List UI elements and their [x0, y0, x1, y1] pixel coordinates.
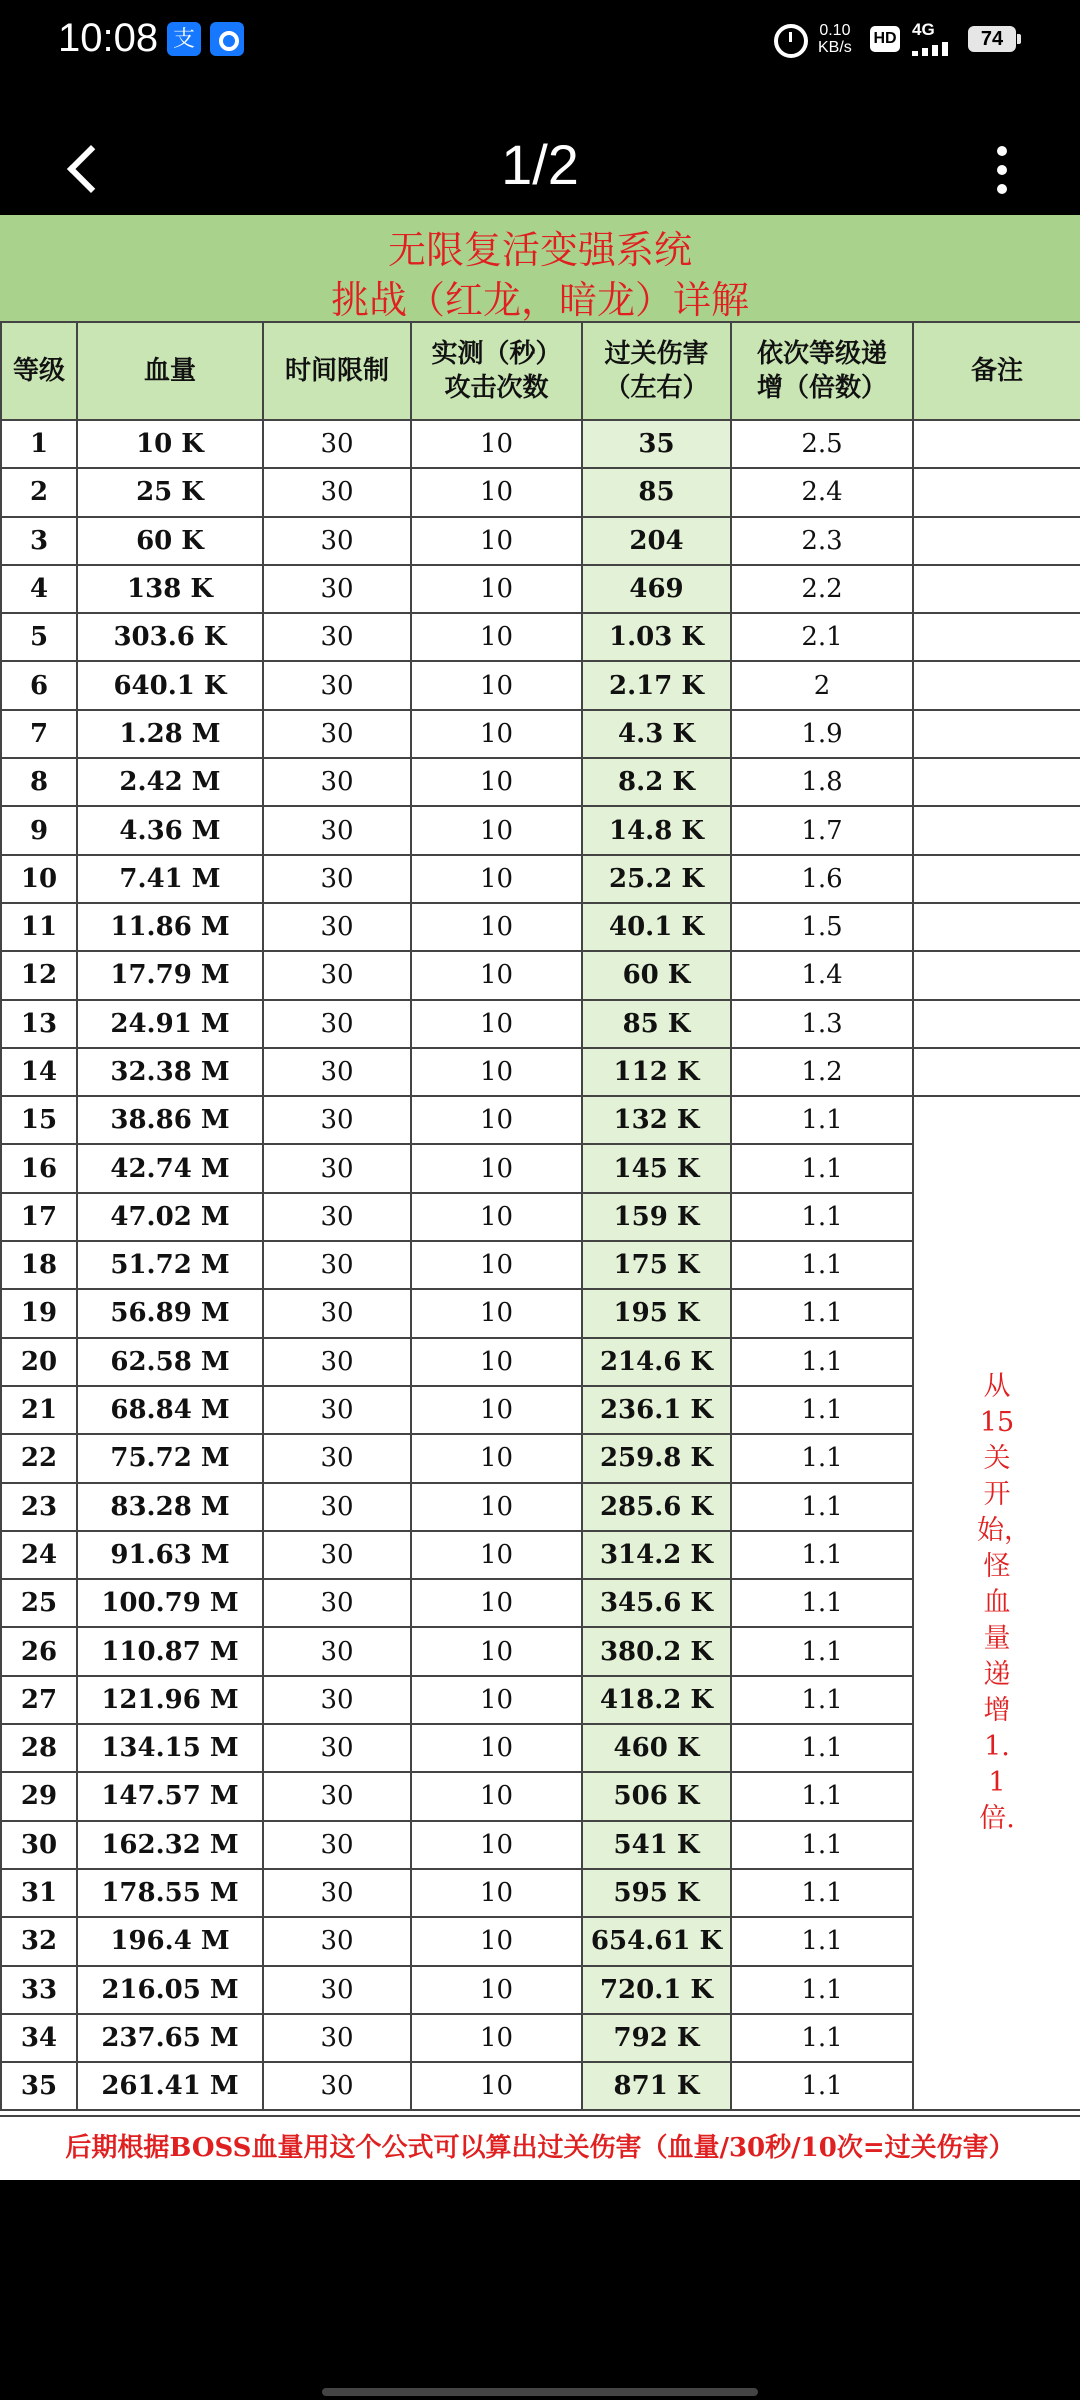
table-row	[1, 758, 1080, 806]
cell-attacks: 10	[411, 1772, 582, 1820]
cell-level: 14	[1, 1048, 77, 1096]
cell-multiplier: 1.3	[731, 1000, 913, 1048]
cell-level: 20	[1, 1338, 77, 1386]
cell-multiplier: 1.6	[731, 855, 913, 903]
cell-time-limit: 30	[263, 1096, 411, 1144]
cell-hp: 2.42 M	[77, 758, 263, 806]
cell-hp: 162.32 M	[77, 1821, 263, 1869]
cell-attacks: 10	[411, 1531, 582, 1579]
cell-attacks: 10	[411, 1627, 582, 1675]
header-remarks: 备注	[913, 322, 1080, 420]
cell-multiplier: 2.5	[731, 420, 913, 468]
cell-damage: 345.6 K	[582, 1579, 731, 1627]
table-row	[1, 420, 1080, 468]
cell-multiplier: 1.1	[731, 1289, 913, 1337]
cell-damage: 236.1 K	[582, 1386, 731, 1434]
cell-hp: 68.84 M	[77, 1386, 263, 1434]
cell-attacks: 10	[411, 613, 582, 661]
cell-time-limit: 30	[263, 517, 411, 565]
header-multiplier-line2: 增（倍数）	[756, 373, 887, 403]
cell-remark	[913, 1000, 1080, 1048]
cell-level: 19	[1, 1289, 77, 1337]
cell-hp: 11.86 M	[77, 903, 263, 951]
cell-hp: 261.41 M	[77, 2062, 263, 2110]
cell-attacks: 10	[411, 806, 582, 854]
cell-level: 32	[1, 1917, 77, 1965]
cell-multiplier: 1.1	[731, 1241, 913, 1289]
cell-attacks: 10	[411, 1193, 582, 1241]
cell-time-limit: 30	[263, 1000, 411, 1048]
cell-hp: 237.65 M	[77, 2014, 263, 2062]
header-level: 等级	[1, 322, 77, 420]
network-speed	[818, 22, 852, 56]
signal-icon	[912, 42, 958, 56]
cell-remark	[913, 903, 1080, 951]
cell-multiplier: 1.1	[731, 1386, 913, 1434]
home-indicator[interactable]	[322, 2388, 758, 2396]
header-damage	[582, 322, 731, 420]
cell-level: 9	[1, 806, 77, 854]
cell-damage: 214.6 K	[582, 1338, 731, 1386]
more-options-icon[interactable]	[990, 142, 1014, 198]
cell-attacks: 10	[411, 1241, 582, 1289]
cell-remark	[913, 758, 1080, 806]
cell-hp: 25 K	[77, 468, 263, 516]
cell-damage: 145 K	[582, 1144, 731, 1192]
cell-damage: 40.1 K	[582, 903, 731, 951]
cell-attacks: 10	[411, 1000, 582, 1048]
cell-level: 18	[1, 1241, 77, 1289]
cell-hp: 91.63 M	[77, 1531, 263, 1579]
cell-damage: 204	[582, 517, 731, 565]
cell-damage: 541 K	[582, 1821, 731, 1869]
cell-time-limit: 30	[263, 1917, 411, 1965]
cell-damage: 654.61 K	[582, 1917, 731, 1965]
cell-multiplier: 1.2	[731, 1048, 913, 1096]
cell-level: 5	[1, 613, 77, 661]
cell-damage: 8.2 K	[582, 758, 731, 806]
cell-remark	[913, 1048, 1080, 1096]
page-indicator: 1/2	[501, 133, 579, 196]
cell-attacks: 10	[411, 1483, 582, 1531]
cell-multiplier: 1.1	[731, 1338, 913, 1386]
cell-hp: 83.28 M	[77, 1483, 263, 1531]
table-row	[1, 806, 1080, 854]
cell-attacks: 10	[411, 420, 582, 468]
cell-level: 10	[1, 855, 77, 903]
cell-multiplier: 2.2	[731, 565, 913, 613]
cell-time-limit: 30	[263, 420, 411, 468]
table-row	[1, 468, 1080, 516]
cell-level: 34	[1, 2014, 77, 2062]
table-row	[1, 517, 1080, 565]
cell-remark-merged	[913, 1096, 1080, 2110]
formula-note: 后期根据BOSS血量用这个公式可以算出过关伤害（血量/30秒/10次=过关伤害）	[0, 2115, 1080, 2179]
image-viewer-toolbar	[0, 118, 1080, 218]
cell-level: 35	[1, 2062, 77, 2110]
cell-level: 15	[1, 1096, 77, 1144]
cell-hp: 38.86 M	[77, 1096, 263, 1144]
cell-damage: 314.2 K	[582, 1531, 731, 1579]
cell-damage: 259.8 K	[582, 1434, 731, 1482]
cell-attacks: 10	[411, 1579, 582, 1627]
cell-attacks: 10	[411, 1289, 582, 1337]
cell-hp: 60 K	[77, 517, 263, 565]
cell-remark	[913, 468, 1080, 516]
header-multiplier	[731, 322, 913, 420]
cell-level: 33	[1, 1966, 77, 2014]
header-attacks-line1: 实测（秒）	[431, 339, 562, 369]
cell-damage: 720.1 K	[582, 1966, 731, 2014]
network-speed-unit: KB/s	[818, 39, 852, 56]
cell-multiplier: 1.1	[731, 1869, 913, 1917]
cell-damage: 14.8 K	[582, 806, 731, 854]
cell-time-limit: 30	[263, 468, 411, 516]
cell-multiplier: 1.1	[731, 1434, 913, 1482]
cell-hp: 196.4 M	[77, 1917, 263, 1965]
cell-level: 27	[1, 1676, 77, 1724]
cell-time-limit: 30	[263, 661, 411, 709]
table-row	[1, 951, 1080, 999]
cell-damage: 460 K	[582, 1724, 731, 1772]
cell-time-limit: 30	[263, 1772, 411, 1820]
cell-hp: 134.15 M	[77, 1724, 263, 1772]
cell-time-limit: 30	[263, 1434, 411, 1482]
cell-damage: 85 K	[582, 1000, 731, 1048]
status-bar	[0, 0, 1080, 80]
cell-level: 26	[1, 1627, 77, 1675]
cell-hp: 1.28 M	[77, 710, 263, 758]
cell-multiplier: 1.5	[731, 903, 913, 951]
cell-multiplier: 1.1	[731, 1483, 913, 1531]
table-row	[1, 1048, 1080, 1096]
cell-time-limit: 30	[263, 1869, 411, 1917]
cell-hp: 42.74 M	[77, 1144, 263, 1192]
cell-time-limit: 30	[263, 1966, 411, 2014]
cell-time-limit: 30	[263, 1821, 411, 1869]
cell-damage: 1.03 K	[582, 613, 731, 661]
cell-level: 6	[1, 661, 77, 709]
cell-time-limit: 30	[263, 1676, 411, 1724]
cell-damage: 2.17 K	[582, 661, 731, 709]
cell-damage: 469	[582, 565, 731, 613]
cell-hp: 24.91 M	[77, 1000, 263, 1048]
cell-time-limit: 30	[263, 1289, 411, 1337]
cell-attacks: 10	[411, 565, 582, 613]
alarm-icon	[774, 24, 808, 58]
cell-time-limit: 30	[263, 1048, 411, 1096]
cell-time-limit: 30	[263, 710, 411, 758]
network-type: 4G	[912, 20, 935, 39]
header-time-limit: 时间限制	[263, 322, 411, 420]
cell-time-limit: 30	[263, 758, 411, 806]
cell-remark	[913, 855, 1080, 903]
cell-level: 21	[1, 1386, 77, 1434]
cell-damage: 871 K	[582, 2062, 731, 2110]
cell-damage: 175 K	[582, 1241, 731, 1289]
cell-level: 4	[1, 565, 77, 613]
header-damage-line2: （左右）	[604, 373, 709, 403]
cell-time-limit: 30	[263, 1627, 411, 1675]
cell-attacks: 10	[411, 1821, 582, 1869]
cell-level: 7	[1, 710, 77, 758]
cell-multiplier: 1.1	[731, 1627, 913, 1675]
cell-time-limit: 30	[263, 1724, 411, 1772]
cell-damage: 159 K	[582, 1193, 731, 1241]
cell-hp: 100.79 M	[77, 1579, 263, 1627]
cell-multiplier: 1.1	[731, 2014, 913, 2062]
cell-time-limit: 30	[263, 1241, 411, 1289]
cell-remark	[913, 613, 1080, 661]
cell-hp: 62.58 M	[77, 1338, 263, 1386]
cell-damage: 112 K	[582, 1048, 731, 1096]
cell-level: 11	[1, 903, 77, 951]
header-attacks	[411, 322, 582, 420]
cell-damage: 285.6 K	[582, 1483, 731, 1531]
cell-damage: 4.3 K	[582, 710, 731, 758]
cell-damage: 195 K	[582, 1289, 731, 1337]
cell-hp: 51.72 M	[77, 1241, 263, 1289]
cell-attacks: 10	[411, 1434, 582, 1482]
cell-time-limit: 30	[263, 1531, 411, 1579]
cell-damage: 506 K	[582, 1772, 731, 1820]
header-damage-line1: 过关伤害	[604, 339, 709, 369]
cell-level: 23	[1, 1483, 77, 1531]
table-row	[1, 903, 1080, 951]
cell-attacks: 10	[411, 517, 582, 565]
cell-level: 2	[1, 468, 77, 516]
cell-time-limit: 30	[263, 565, 411, 613]
cell-multiplier: 1.4	[731, 951, 913, 999]
battery-icon: 74	[968, 26, 1016, 52]
cell-damage: 792 K	[582, 2014, 731, 2062]
cell-damage: 60 K	[582, 951, 731, 999]
cell-multiplier: 1.8	[731, 758, 913, 806]
cell-hp: 7.41 M	[77, 855, 263, 903]
cell-multiplier: 1.1	[731, 1821, 913, 1869]
cell-remark	[913, 517, 1080, 565]
cell-damage: 85	[582, 468, 731, 516]
cell-multiplier: 1.1	[731, 2062, 913, 2110]
cell-level: 25	[1, 1579, 77, 1627]
cell-hp: 4.36 M	[77, 806, 263, 854]
cell-time-limit: 30	[263, 903, 411, 951]
cell-level: 12	[1, 951, 77, 999]
cell-remark	[913, 951, 1080, 999]
cell-remark	[913, 565, 1080, 613]
remark-text: 从15关开始，怪血量递增1.1倍.	[977, 1371, 1031, 1835]
cell-remark	[913, 661, 1080, 709]
cell-hp: 17.79 M	[77, 951, 263, 999]
cell-level: 8	[1, 758, 77, 806]
cell-time-limit: 30	[263, 1579, 411, 1627]
cell-level: 22	[1, 1434, 77, 1482]
cell-hp: 75.72 M	[77, 1434, 263, 1482]
cell-attacks: 10	[411, 1917, 582, 1965]
cell-multiplier: 2.1	[731, 613, 913, 661]
cell-hp: 10 K	[77, 420, 263, 468]
cell-level: 28	[1, 1724, 77, 1772]
cell-damage: 595 K	[582, 1869, 731, 1917]
cell-multiplier: 1.1	[731, 1966, 913, 2014]
cell-multiplier: 1.1	[731, 1676, 913, 1724]
cell-level: 29	[1, 1772, 77, 1820]
cell-time-limit: 30	[263, 613, 411, 661]
table-image[interactable]	[0, 215, 1080, 2180]
table-title: 无限复活变强系统	[387, 228, 692, 272]
cell-multiplier: 1.1	[731, 1531, 913, 1579]
cell-level: 3	[1, 517, 77, 565]
cell-damage: 132 K	[582, 1096, 731, 1144]
alipay-icon: 支	[167, 22, 201, 56]
table-body	[1, 420, 1080, 2110]
cell-attacks: 10	[411, 758, 582, 806]
cell-damage: 380.2 K	[582, 1627, 731, 1675]
cell-time-limit: 30	[263, 1483, 411, 1531]
table-subtitle: 挑战（红龙，暗龙）详解	[330, 278, 749, 322]
cell-damage: 35	[582, 420, 731, 468]
cell-multiplier: 2.4	[731, 468, 913, 516]
cell-multiplier: 1.9	[731, 710, 913, 758]
cell-hp: 121.96 M	[77, 1676, 263, 1724]
cell-time-limit: 30	[263, 806, 411, 854]
cell-attacks: 10	[411, 1966, 582, 2014]
cell-level: 30	[1, 1821, 77, 1869]
cell-multiplier: 1.1	[731, 1917, 913, 1965]
cell-attacks: 10	[411, 1869, 582, 1917]
header-attacks-line2: 攻击次数	[444, 373, 549, 403]
cell-attacks: 10	[411, 951, 582, 999]
cell-attacks: 10	[411, 1676, 582, 1724]
table-row	[1, 1096, 1080, 1144]
cell-multiplier: 1.1	[731, 1724, 913, 1772]
cell-attacks: 10	[411, 855, 582, 903]
cell-multiplier: 2	[731, 661, 913, 709]
network-speed-value: 0.10	[819, 22, 851, 39]
header-hp: 血量	[77, 322, 263, 420]
cell-attacks: 10	[411, 2062, 582, 2110]
cell-attacks: 10	[411, 1724, 582, 1772]
table-row	[1, 613, 1080, 661]
cell-multiplier: 1.7	[731, 806, 913, 854]
cell-attacks: 10	[411, 1386, 582, 1434]
cell-remark	[913, 420, 1080, 468]
cell-attacks: 10	[411, 2014, 582, 2062]
cell-level: 1	[1, 420, 77, 468]
cell-attacks: 10	[411, 1096, 582, 1144]
table-row	[1, 661, 1080, 709]
cell-level: 31	[1, 1869, 77, 1917]
cell-hp: 56.89 M	[77, 1289, 263, 1337]
cell-hp: 216.05 M	[77, 1966, 263, 2014]
cell-attacks: 10	[411, 710, 582, 758]
cell-time-limit: 30	[263, 1193, 411, 1241]
cell-attacks: 10	[411, 1144, 582, 1192]
cell-hp: 178.55 M	[77, 1869, 263, 1917]
cell-damage: 25.2 K	[582, 855, 731, 903]
cell-hp: 32.38 M	[77, 1048, 263, 1096]
table-row	[1, 855, 1080, 903]
cell-hp: 303.6 K	[77, 613, 263, 661]
cell-attacks: 10	[411, 661, 582, 709]
cell-hp: 640.1 K	[77, 661, 263, 709]
cell-remark	[913, 806, 1080, 854]
cell-time-limit: 30	[263, 855, 411, 903]
app-icon	[210, 22, 244, 56]
cell-time-limit: 30	[263, 2062, 411, 2110]
cell-time-limit: 30	[263, 2014, 411, 2062]
cell-attacks: 10	[411, 903, 582, 951]
cell-multiplier: 2.3	[731, 517, 913, 565]
cell-multiplier: 1.1	[731, 1193, 913, 1241]
clock: 10:08	[58, 16, 159, 60]
cell-multiplier: 1.1	[731, 1579, 913, 1627]
cell-time-limit: 30	[263, 1338, 411, 1386]
cell-hp: 138 K	[77, 565, 263, 613]
cell-attacks: 10	[411, 468, 582, 516]
cell-damage: 418.2 K	[582, 1676, 731, 1724]
cell-multiplier: 1.1	[731, 1096, 913, 1144]
cell-level: 13	[1, 1000, 77, 1048]
cell-hp: 47.02 M	[77, 1193, 263, 1241]
cell-time-limit: 30	[263, 1144, 411, 1192]
cell-multiplier: 1.1	[731, 1772, 913, 1820]
cell-hp: 147.57 M	[77, 1772, 263, 1820]
cell-attacks: 10	[411, 1338, 582, 1386]
table-row	[1, 565, 1080, 613]
cell-level: 16	[1, 1144, 77, 1192]
cell-attacks: 10	[411, 1048, 582, 1096]
cell-time-limit: 30	[263, 1386, 411, 1434]
cell-multiplier: 1.1	[731, 1144, 913, 1192]
cell-level: 24	[1, 1531, 77, 1579]
table-row	[1, 710, 1080, 758]
cell-remark	[913, 710, 1080, 758]
level-table	[0, 321, 1080, 2111]
cell-time-limit: 30	[263, 951, 411, 999]
header-multiplier-line1: 依次等级递	[756, 339, 887, 369]
hd-icon: HD	[870, 26, 900, 52]
table-row	[1, 1000, 1080, 1048]
table-title-band	[0, 215, 1080, 323]
cell-hp: 110.87 M	[77, 1627, 263, 1675]
cell-level: 17	[1, 1193, 77, 1241]
table-header-row	[1, 322, 1080, 420]
